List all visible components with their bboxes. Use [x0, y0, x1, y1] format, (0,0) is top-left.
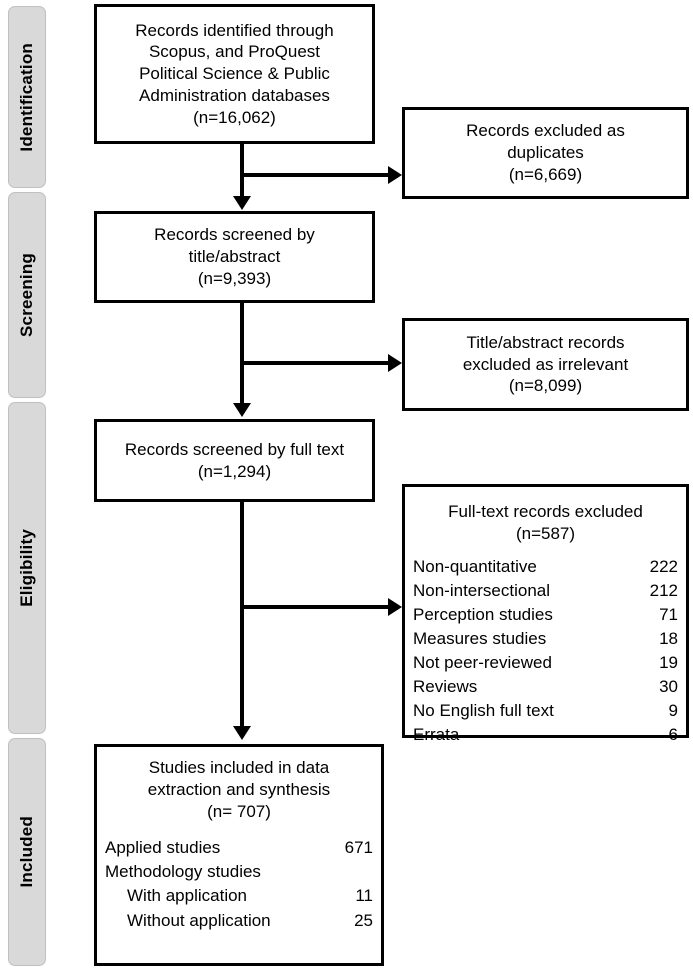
stage-label-included [8, 738, 46, 966]
table-row [413, 675, 678, 699]
connector-fulltext-to-excluded [240, 605, 390, 609]
box-studies-included-line-2: extraction and synthesis [147, 779, 331, 799]
stage-label-screening [8, 192, 46, 398]
table-row [105, 884, 373, 908]
box-records-identified-line-1: Records identified through [135, 20, 334, 40]
arrow-fulltext-to-included [233, 726, 251, 740]
table-row [105, 836, 373, 860]
connector-screened-title-to-fulltext [240, 303, 244, 403]
table-row [105, 909, 373, 933]
full-text-excluded-item-1-value: 212 [649, 580, 678, 600]
stage-label-screening-text: Screening [17, 253, 36, 337]
box-studies-included-line-3: (n= 707) [207, 801, 271, 821]
stage-label-eligibility-text: Eligibility [17, 529, 36, 607]
studies-included-item-3-value: 25 [354, 910, 373, 930]
box-screened-title-abstract [94, 211, 375, 303]
table-row [413, 627, 678, 651]
box-screened-title-abstract-line-2: title/abstract [188, 247, 281, 267]
box-records-identified [94, 4, 375, 144]
box-duplicates-excluded [402, 107, 689, 199]
studies-included-item-2-value: 11 [355, 886, 373, 906]
box-records-identified-line-4: Administration databases [139, 85, 330, 105]
box-records-identified-line-5: (n=16,062) [193, 107, 276, 127]
stage-label-eligibility [8, 402, 46, 734]
full-text-excluded-item-7-value: 6 [668, 725, 678, 745]
box-studies-included-line-1: Studies included in data [148, 758, 330, 777]
stage-label-included-text: Included [17, 816, 36, 888]
box-title-abstract-excluded-line-1: Title/abstract records [466, 332, 625, 352]
full-text-excluded-item-2-value: 71 [659, 604, 678, 624]
box-full-text-excluded [402, 484, 689, 745]
arrow-screened-title-to-fulltext [233, 403, 251, 417]
stage-label-identification [8, 6, 46, 188]
arrow-identified-to-screened [233, 196, 251, 210]
box-screened-title-abstract-line-3: (n=9,393) [197, 268, 272, 288]
box-records-identified-line-2: Scopus, and ProQuest [148, 42, 321, 62]
full-text-excluded-item-2-label: Perception studies [413, 604, 553, 624]
full-text-excluded-item-3-label: Measures studies [413, 628, 547, 648]
box-title-abstract-excluded [402, 318, 689, 411]
studies-included-item-2-label: With application [127, 886, 248, 906]
full-text-excluded-item-3-value: 18 [659, 628, 678, 648]
studies-included-breakdown [105, 836, 373, 932]
connector-identified-to-screened [240, 144, 244, 196]
connector-identified-to-duplicates [240, 173, 390, 177]
connector-fulltext-to-included [240, 502, 244, 726]
full-text-excluded-item-6-label: No English full text [413, 701, 554, 721]
arrow-title-to-excluded [388, 354, 402, 372]
box-full-text-excluded-line-1: Full-text records excluded [448, 502, 643, 521]
table-row [413, 579, 678, 603]
box-duplicates-excluded-line-2: duplicates [507, 143, 584, 163]
full-text-excluded-item-6-value: 9 [668, 701, 678, 721]
box-screened-full-text-line-1: Records screened by full text [124, 439, 345, 459]
full-text-excluded-item-4-value: 19 [659, 652, 678, 672]
studies-included-item-0-value: 671 [344, 838, 373, 858]
stage-label-identification-text: Identification [17, 42, 36, 152]
full-text-excluded-breakdown [413, 555, 678, 748]
box-duplicates-excluded-line-3: (n=6,669) [508, 164, 583, 184]
box-records-identified-line-3: Political Science & Public [139, 64, 330, 84]
box-duplicates-excluded-line-1: Records excluded as [466, 121, 625, 141]
full-text-excluded-item-0-value: 222 [649, 556, 678, 576]
studies-included-item-1-label: Methodology studies [105, 862, 261, 882]
table-row [105, 860, 373, 884]
box-screened-title-abstract-line-1: Records screened by [154, 225, 315, 245]
full-text-excluded-item-4-label: Not peer-reviewed [413, 652, 552, 672]
table-row [413, 699, 678, 723]
studies-included-item-0-label: Applied studies [105, 838, 221, 858]
box-studies-included [94, 744, 384, 966]
table-row [413, 555, 678, 579]
box-screened-full-text-line-2: (n=1,294) [197, 461, 272, 481]
full-text-excluded-item-5-label: Reviews [413, 676, 478, 696]
box-screened-full-text [94, 419, 375, 502]
table-row [413, 723, 678, 747]
table-row [413, 651, 678, 675]
box-title-abstract-excluded-line-2: excluded as irrelevant [462, 354, 629, 374]
studies-included-item-1-value [327, 860, 373, 884]
full-text-excluded-item-5-value: 30 [659, 676, 678, 696]
arrow-fulltext-to-excluded [388, 598, 402, 616]
full-text-excluded-item-7-label: Errata [413, 725, 460, 745]
studies-included-item-3-label: Without application [127, 910, 271, 930]
full-text-excluded-item-0-label: Non-quantitative [413, 556, 537, 576]
connector-title-to-excluded [240, 361, 390, 365]
table-row [413, 603, 678, 627]
box-title-abstract-excluded-line-3: (n=8,099) [508, 376, 583, 396]
box-full-text-excluded-line-2: (n=587) [515, 523, 576, 543]
full-text-excluded-item-1-label: Non-intersectional [413, 580, 551, 600]
arrow-identified-to-duplicates [388, 166, 402, 184]
